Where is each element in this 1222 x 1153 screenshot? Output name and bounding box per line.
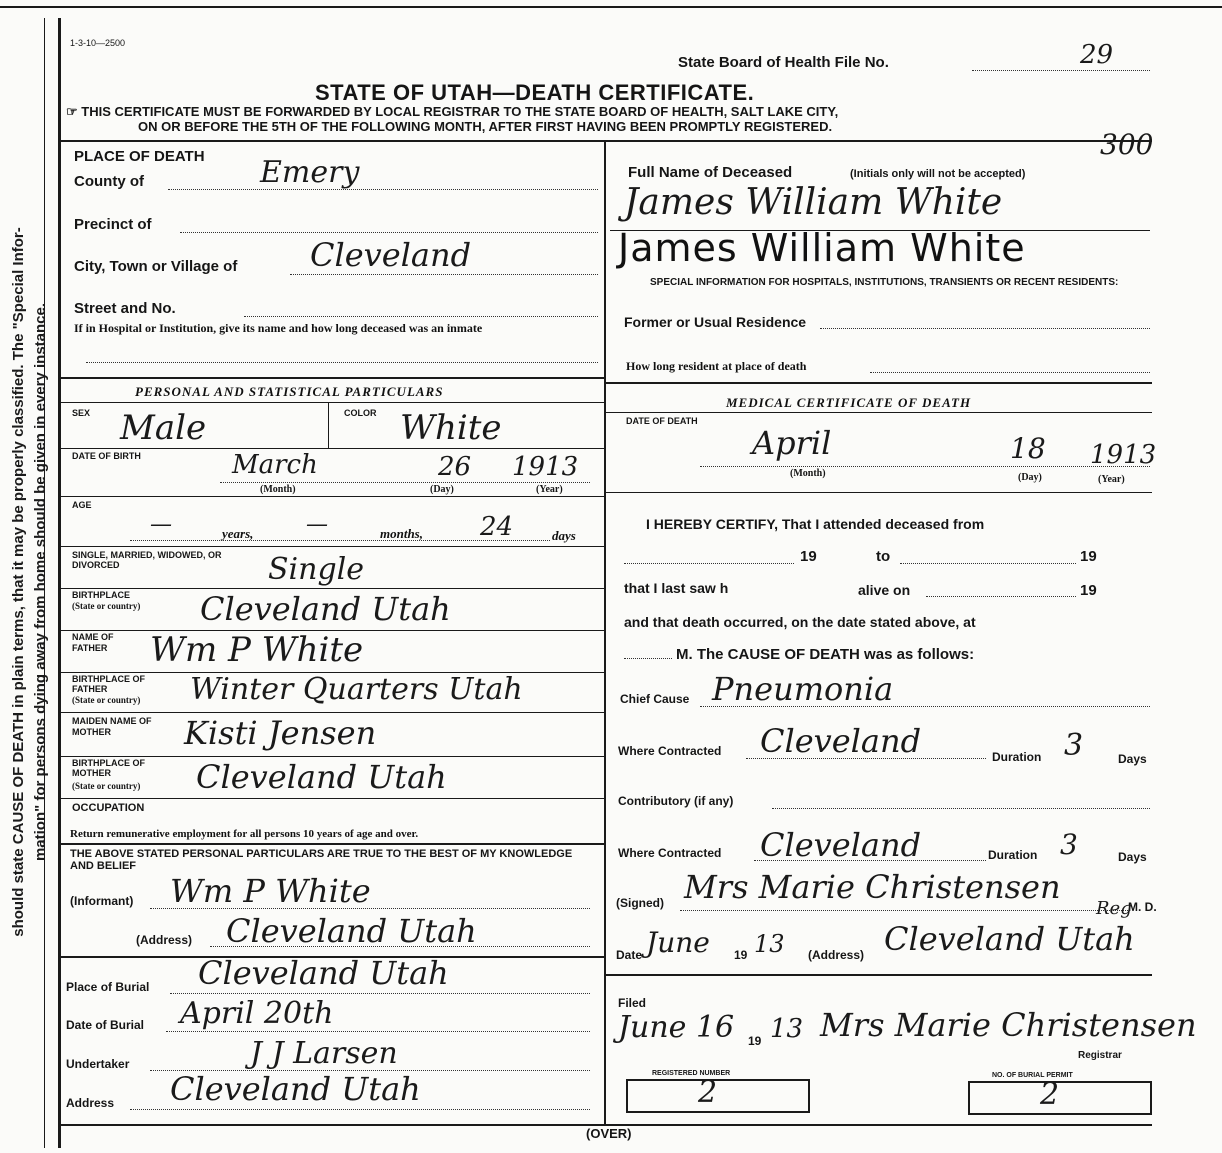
mother-row-rule (60, 756, 605, 757)
father-birthplace-label: BIRTHPLACE OF FATHER (72, 674, 145, 694)
burial-permit-label: NO. OF BURIAL PERMIT (992, 1072, 1073, 1079)
county-line (168, 189, 598, 190)
death-day-caption: (Day) (1018, 472, 1042, 483)
death-month-caption: (Month) (790, 468, 826, 479)
father-label: NAME OF FATHER (72, 632, 114, 653)
alive-on-line (926, 596, 1076, 597)
chief-cause-value: Pneumonia (712, 670, 894, 708)
special-information: SPECIAL INFORMATION FOR HOSPITALS, INSTITUTIONS, TRANSIENTS OR RECENT RESIDENTS: (650, 277, 1119, 288)
burial-address-value: Cleveland Utah (170, 1070, 421, 1108)
mother-birthplace-label: BIRTHPLACE OF MOTHER (72, 758, 145, 778)
burial-permit-value: 2 (1040, 1077, 1060, 1112)
dob-year-caption: (Year) (536, 484, 563, 495)
left-border (58, 18, 61, 1148)
place-heading: PLACE OF DEATH (74, 148, 205, 165)
months-label: months, (380, 526, 423, 541)
date-19: 19 (734, 948, 748, 962)
center-divider (604, 140, 606, 1125)
registered-number-value: 2 (698, 1075, 718, 1110)
file-number-value: 29 (1080, 40, 1114, 70)
dob-day: 26 (438, 452, 472, 482)
death-year-caption: (Year) (1098, 474, 1125, 485)
former-residence-label: Former or Usual Residence (624, 314, 807, 330)
marital-label: SINGLE, MARRIED, WIDOWED, OR DIVORCED (72, 550, 222, 570)
filed-year: 13 (770, 1014, 804, 1044)
city-value: Cleveland (310, 236, 472, 274)
undertaker-value: J J Larsen (250, 1036, 398, 1071)
side-instruction-line-2: mation" for persons dying away from home should be given in every instance. (32, 302, 49, 862)
death-date-line (700, 466, 1150, 467)
signed-line (680, 910, 1130, 911)
occupation-label: OCCUPATION (72, 802, 145, 814)
signed-label: (Signed) (616, 896, 664, 910)
filed-month: June 16 (618, 1010, 735, 1045)
mother-birthplace-row-rule (60, 798, 605, 799)
filed-19: 19 (748, 1034, 762, 1048)
line-19-c: 19 (1080, 582, 1097, 599)
dob-year: 1913 (512, 452, 579, 482)
registrar-label: Registrar (1078, 1050, 1122, 1061)
precinct-line (180, 232, 598, 233)
chief-cause-label: Chief Cause (620, 692, 690, 706)
medical-bottom-rule (604, 974, 1152, 976)
date-label: Date (616, 948, 643, 962)
dob-line (220, 482, 590, 483)
medical-address-value: Cleveland Utah (884, 920, 1135, 958)
dob-label: DATE OF BIRTH (72, 451, 141, 461)
frame-top (60, 140, 1152, 142)
personal-heading-rule (60, 402, 605, 403)
deceased-name-1: James William White (624, 182, 1003, 223)
street-label: Street and No. (74, 300, 176, 317)
date-year: 13 (754, 930, 785, 958)
age-line (130, 540, 550, 541)
cause-intro: M. The CAUSE OF DEATH was as follows: (676, 646, 975, 663)
duration-value-1: 3 (1064, 728, 1084, 763)
certificate-title: STATE OF UTAH—DEATH CERTIFICATE. (315, 80, 755, 105)
filed-registrar: Mrs Marie Christensen (820, 1006, 1197, 1044)
where-contracted-value-1: Cleveland (760, 722, 922, 760)
contributory-label: Contributory (if any) (618, 794, 734, 808)
occurred-text: and that death occurred, on the date stated above, at (624, 614, 976, 630)
form-code: 1-3-10—2500 (70, 38, 126, 48)
signed-value: Mrs Marie Christensen (684, 868, 1061, 906)
years-label: years, (222, 526, 254, 541)
dob-day-caption: (Day) (430, 484, 454, 495)
duration-value-2: 3 (1060, 828, 1078, 861)
sex-color-divider (328, 402, 329, 448)
registered-number-box (626, 1075, 810, 1113)
reg-mark: Reg (1096, 898, 1132, 919)
over-label: (OVER) (586, 1126, 632, 1141)
death-date-day: 18 (1010, 432, 1046, 465)
last-saw-label: that I last saw h (624, 580, 729, 596)
sex-label: SEX (72, 408, 91, 418)
hospital-note: If in Hospital or Institution, give its name and how long deceased was an inmate (74, 321, 483, 335)
attended-to-line (900, 563, 1076, 564)
undertaker-label: Undertaker (66, 1057, 130, 1071)
age-row-rule (60, 546, 605, 547)
medical-address-label: (Address) (808, 948, 865, 962)
dob-month: March (232, 450, 318, 480)
burial-date-label: Date of Burial (66, 1018, 145, 1032)
burial-place-line (170, 993, 590, 994)
former-residence-line (820, 328, 1150, 329)
mother-label: MAIDEN NAME OF MOTHER (72, 716, 152, 737)
alive-on-label: alive on (858, 582, 911, 598)
occupation-note: Return remunerative employment for all persons 10 years of age and over. (70, 828, 419, 840)
marital-value: Single (268, 552, 365, 587)
registered-number-label: REGISTERED NUMBER (652, 1070, 731, 1077)
hospital-line (86, 362, 598, 363)
color-label: COLOR (344, 408, 377, 418)
informant-address-value: Cleveland Utah (226, 912, 477, 950)
burial-place-value: Cleveland Utah (198, 954, 449, 992)
father-birthplace-row-rule (60, 712, 605, 713)
birthplace-label: BIRTHPLACE (72, 590, 130, 600)
death-date-row-rule (604, 492, 1152, 493)
sex-value: Male (120, 408, 207, 448)
left-border-outer (44, 18, 45, 1148)
where-contracted-label-1: Where Contracted (618, 744, 722, 758)
occupation-row-rule (60, 843, 605, 845)
dob-month-caption: (Month) (260, 484, 296, 495)
deceased-name-label: Full Name of Deceased (628, 164, 793, 181)
county-label: County of (74, 173, 144, 190)
filed-label: Filed (618, 996, 647, 1010)
md-label: M. D. (1128, 900, 1157, 914)
duration-label-1: Duration (992, 750, 1042, 764)
father-value: Wm P White (150, 630, 364, 670)
right-section-divider (604, 382, 1152, 384)
margin-number: 300 (1100, 128, 1154, 161)
instruction-line-1: ☞ THIS CERTIFICATE MUST BE FORWARDED BY LOCAL REGISTRAR TO THE STATE BOARD OF HEALTH, SALT LAKE CITY, (66, 104, 839, 119)
color-value: White (400, 408, 502, 448)
city-line (290, 274, 598, 275)
days-label-1: Days (1118, 752, 1147, 766)
pointing-hand-icon: ☞ (66, 104, 82, 119)
line-19-a: 19 (800, 548, 817, 565)
side-instructions (8, 32, 52, 1132)
county-value: Emery (260, 155, 360, 190)
contributory-line (772, 808, 1150, 809)
burial-permit-box (968, 1077, 1152, 1115)
age-label: AGE (72, 500, 92, 510)
how-long-label: How long resident at place of death (626, 359, 807, 373)
deceased-name-note: (Initials only will not be accepted) (850, 168, 1026, 180)
burial-date-value: April 20th (180, 996, 334, 1031)
precinct-label: Precinct of (74, 216, 152, 233)
to-label: to (876, 548, 891, 565)
burial-address-label: Address (66, 1096, 115, 1110)
informant-label: (Informant) (70, 894, 134, 908)
personal-heading: PERSONAL AND STATISTICAL PARTICULARS (135, 384, 444, 399)
instruction-line-2: ON OR BEFORE THE 5TH OF THE FOLLOWING MONTH, AFTER FIRST HAVING BEEN PROMPTLY REGISTERED. (138, 119, 833, 134)
father-birthplace-value: Winter Quarters Utah (190, 672, 523, 707)
death-date-label: DATE OF DEATH (626, 416, 698, 426)
age-days: 24 (480, 512, 514, 542)
sex-row-rule (60, 448, 605, 449)
top-border (0, 6, 1222, 8)
dob-row-rule (60, 496, 605, 497)
age-months: — (306, 512, 328, 537)
duration-label-2: Duration (988, 848, 1038, 862)
mother-birthplace-value: Cleveland Utah (196, 758, 447, 796)
line-19-b: 19 (1080, 548, 1097, 565)
death-date-year: 1913 (1090, 440, 1157, 470)
days-label: days (552, 528, 576, 543)
days-label-2: Days (1118, 850, 1147, 864)
death-date-month: April (752, 424, 832, 462)
marital-row-rule (60, 588, 605, 589)
file-number-line (972, 70, 1150, 71)
mother-value: Kisti Jensen (184, 714, 377, 752)
street-line (244, 316, 598, 317)
medical-heading-rule (604, 412, 1152, 413)
birthplace-sub: (State or country) (72, 601, 141, 611)
file-number-label: State Board of Health File No. (678, 54, 889, 71)
side-instruction-line-1: should state CAUSE OF DEATH in plain terms, that it may be properly classified. The "Special Infor- (10, 227, 27, 937)
burial-place-label: Place of Burial (66, 980, 150, 994)
how-long-line (870, 372, 1150, 373)
burial-date-line (166, 1031, 590, 1032)
where-contracted-value-2: Cleveland (760, 826, 922, 864)
mother-birthplace-sub: (State or country) (72, 781, 141, 791)
left-section-divider (60, 377, 605, 379)
medical-heading: MEDICAL CERTIFICATE OF DEATH (726, 395, 972, 410)
age-years: — (150, 512, 172, 537)
burial-address-line (130, 1109, 590, 1110)
attended-from-line (624, 563, 794, 564)
city-label: City, Town or Village of (74, 258, 238, 275)
informant-value: Wm P White (170, 872, 371, 910)
deceased-name-2: James William White (618, 226, 1026, 270)
birthplace-value: Cleveland Utah (200, 590, 451, 628)
father-birthplace-sub: (State or country) (72, 695, 141, 705)
where-contracted-label-2: Where Contracted (618, 846, 722, 860)
certify-text: I HEREBY CERTIFY, That I attended deceased from (646, 516, 985, 532)
attest-text: THE ABOVE STATED PERSONAL PARTICULARS ARE TRUE TO THE BEST OF MY KNOWLEDGE AND BELIEF (70, 848, 573, 872)
cause-hour-line (624, 658, 672, 659)
informant-address-label: (Address) (136, 933, 193, 947)
date-value: June (646, 926, 710, 959)
